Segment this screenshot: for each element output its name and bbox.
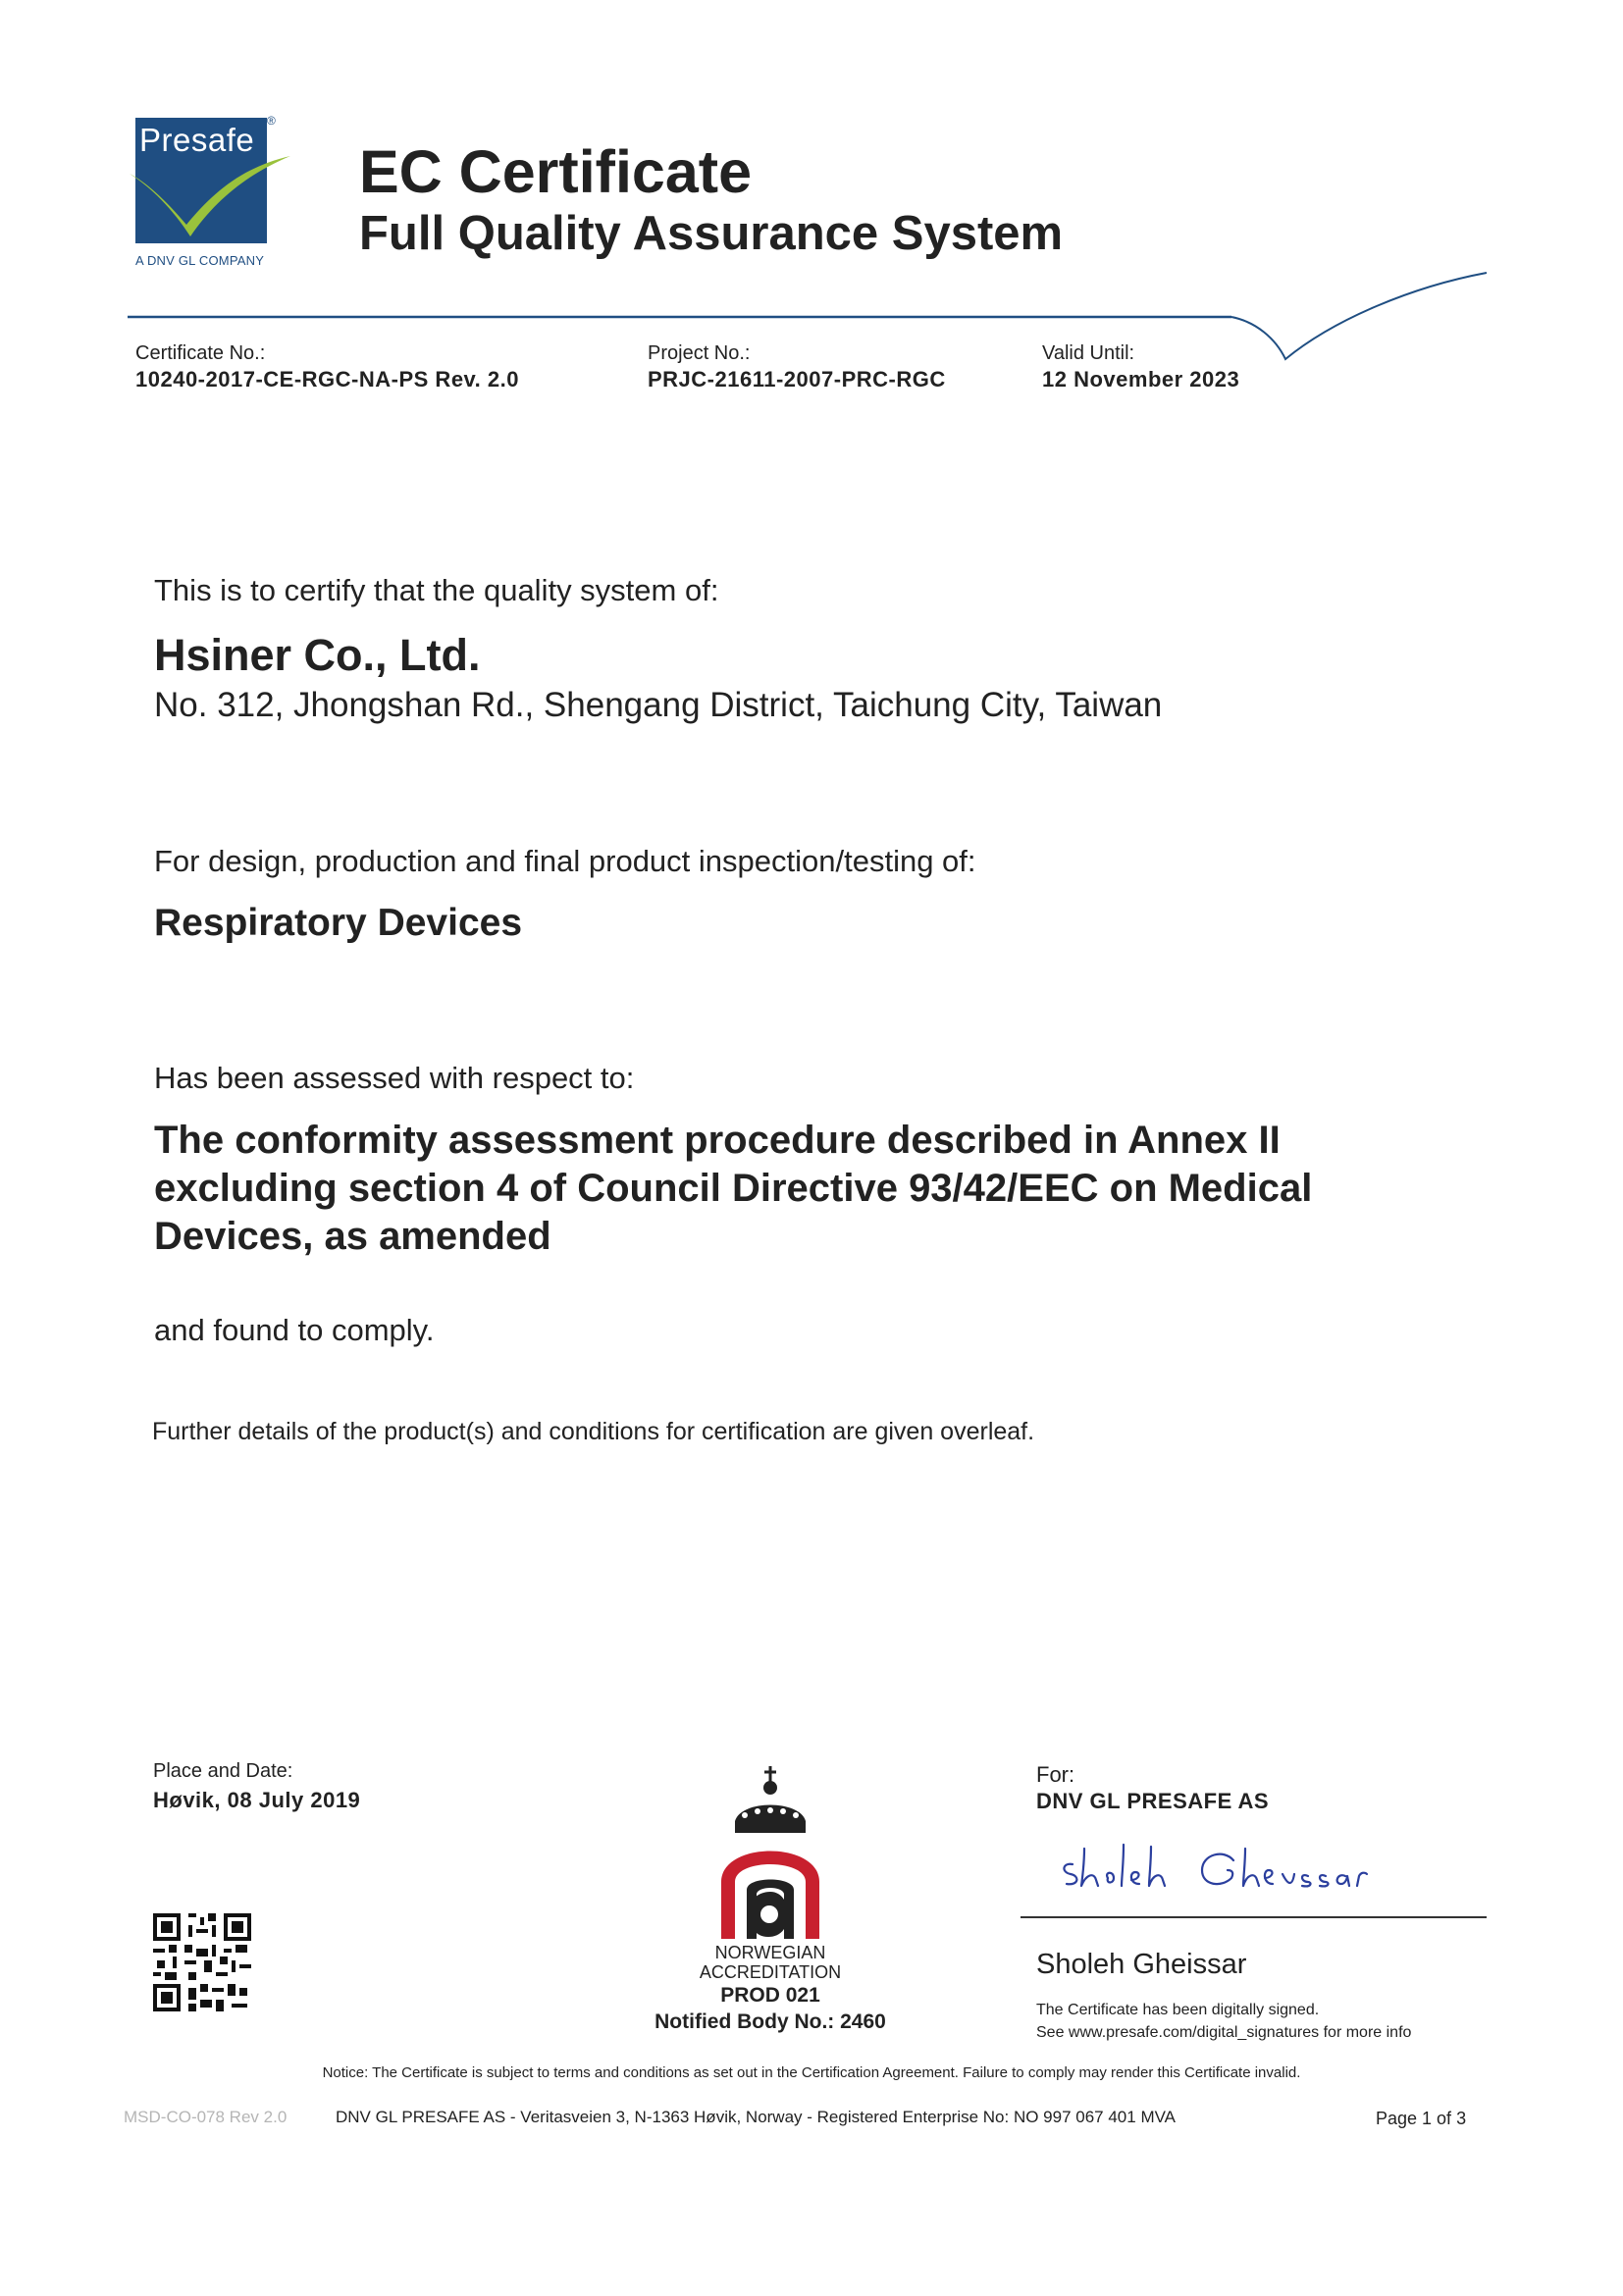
scope-intro: For design, production and final product inspection/testing of:: [154, 844, 976, 878]
accreditation-logo: [711, 1766, 829, 1943]
certificate-title: EC Certificate: [359, 138, 753, 205]
scope-value: Respiratory Devices: [154, 902, 523, 944]
assessed-intro: Has been assessed with respect to:: [154, 1061, 635, 1095]
checkmark-icon: [126, 152, 292, 240]
digital-signature-note: The Certificate has been digitally signed.: [1036, 2002, 1320, 2018]
accreditation-line-2: ACCREDITATION: [699, 1962, 842, 1982]
prod-number: PROD 021: [720, 1984, 820, 2007]
signer-name: Sholeh Gheissar: [1036, 1949, 1247, 1980]
issuer-name: DNV GL PRESAFE AS: [1036, 1789, 1270, 1813]
project-number-value: PRJC-21611-2007-PRC-RGC: [648, 367, 946, 391]
for-label: For:: [1036, 1762, 1075, 1787]
presafe-logo: [135, 114, 276, 245]
comply-text: and found to comply.: [154, 1313, 435, 1347]
accreditation-text: [608, 1943, 932, 1982]
project-number-label: Project No.:: [648, 342, 751, 364]
conformity-procedure: The conformity assessment procedure described in Annex II excluding section 4 of Council Directive 93/42/EEC on Medical Devices, as amended: [154, 1119, 1313, 1258]
valid-until-label: Valid Until:: [1042, 342, 1135, 364]
page-number: Page 1 of 3: [1376, 2109, 1467, 2128]
form-code: MSD-CO-078 Rev 2.0: [124, 2108, 288, 2126]
signature-line: [1021, 1916, 1487, 1918]
qr-code: [153, 1913, 251, 2011]
footer-company-address: DNV GL PRESAFE AS - Veritasveien 3, N-1363 Høvik, Norway - Registered Enterprise No: NO 997 067 401 MVA: [336, 2108, 1177, 2126]
certificate-subtitle: Full Quality Assurance System: [359, 207, 1064, 260]
logo-subtitle: A DNV GL COMPANY: [135, 253, 265, 268]
signature-info-link[interactable]: See www.presafe.com/digital_signatures for more info: [1036, 2024, 1412, 2041]
further-details: Further details of the product(s) and conditions for certification are given overleaf.: [152, 1418, 1035, 1445]
logo-text: Presafe: [139, 122, 255, 158]
valid-until-value: 12 November 2023: [1042, 367, 1240, 391]
handwritten-signature: [1055, 1835, 1369, 1904]
certificate-number-value: 10240-2017-CE-RGC-NA-PS Rev. 2.0: [135, 367, 519, 391]
registered-mark: ®: [267, 114, 276, 128]
place-date-value: Høvik, 08 July 2019: [153, 1788, 361, 1812]
certificate-number-label: Certificate No.:: [135, 342, 266, 364]
company-address: No. 312, Jhongshan Rd., Shengang District, Taichung City, Taiwan: [154, 686, 1163, 724]
notified-body-number: Notified Body No.: 2460: [654, 2010, 886, 2033]
certify-intro: This is to certify that the quality system of:: [154, 573, 719, 607]
place-date-label: Place and Date:: [153, 1760, 293, 1782]
accreditation-line-1: NORWEGIAN: [714, 1943, 826, 1962]
notice-text: Notice: The Certificate is subject to terms and conditions as set out in the Certification Agreement. Failure to comply may render this Certificate invalid.: [322, 2064, 1301, 2081]
company-name: Hsiner Co., Ltd.: [154, 630, 481, 680]
